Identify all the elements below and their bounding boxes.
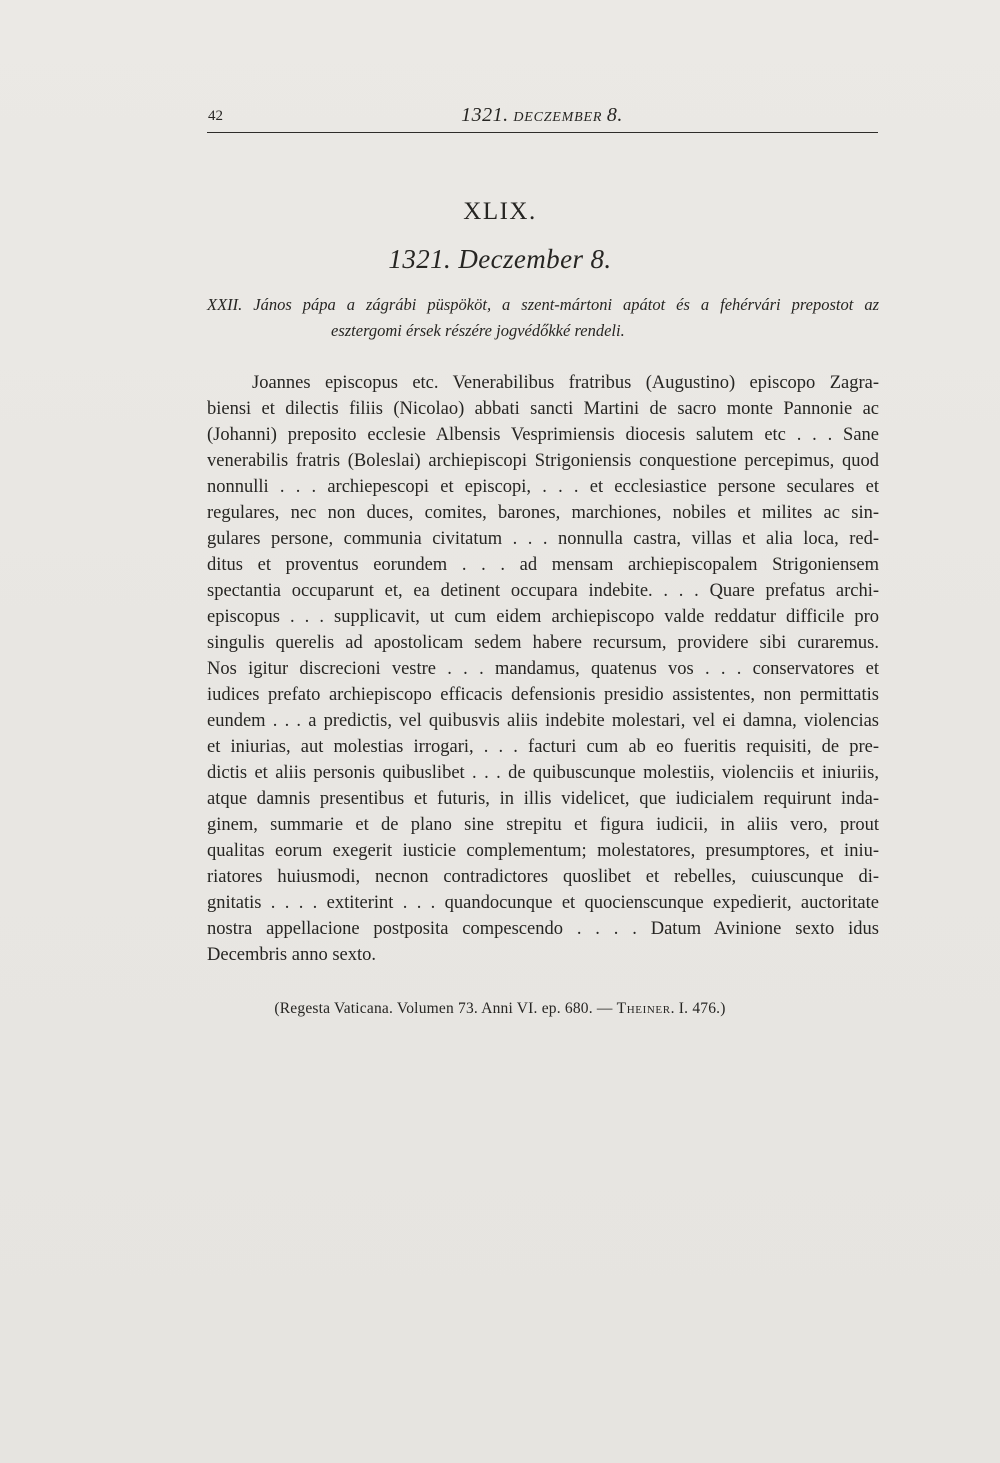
running-head-date bbox=[207, 104, 877, 127]
body-line: iudices prefato archiepiscopo efficacis defensionis presidio assistentes, non permittatis bbox=[207, 685, 879, 705]
document-regest bbox=[207, 292, 879, 344]
body-line: (Johanni) preposito ecclesie Albensis Vesprimiensis diocesis salutem etc . . . Sane bbox=[207, 425, 879, 445]
body-line: venerabilis fratris (Boleslai) archiepiscopi Strigoniensis conquestione percepimus, quod bbox=[207, 451, 879, 471]
source-author: Theiner bbox=[616, 1000, 671, 1017]
source-prefix: (Regesta Vaticana. Volumen 73. Anni VI. ep. 680. — bbox=[274, 1000, 613, 1017]
body-line: biensi et dilectis filiis (Nicolao) abbati sancti Martini de sacro monte Pannonie ac bbox=[207, 399, 879, 419]
body-line: ditus et proventus eorundem . . . ad mensam archiepiscopalem Strigoniensem bbox=[207, 555, 879, 575]
running-head-year: 1321. bbox=[461, 104, 509, 126]
running-head bbox=[207, 104, 877, 132]
running-head-rule bbox=[207, 132, 878, 133]
body-line: eundem . . . a predictis, vel quibusvis aliis indebite molestari, vel ei damna, violencias bbox=[207, 711, 879, 731]
body-line: atque damnis presentibus et futuris, in illis videlicet, que iudicialem requirunt inda- bbox=[207, 789, 879, 809]
page-number: 42 bbox=[208, 108, 223, 124]
body-line: qualitas eorum exegerit iusticie complementum; molestatores, presumptores, et iniu- bbox=[207, 841, 879, 861]
body-line: Joannes episcopus etc. Venerabilibus fratribus (Augustino) episcopo Zagra- bbox=[252, 373, 879, 393]
document-date: 1321. Deczember 8. bbox=[388, 244, 612, 274]
body-line: riatores huiusmodi, necnon contradictores quoslibet et rebelles, cuiuscunque di- bbox=[207, 867, 879, 887]
document-number: XLIX. bbox=[463, 198, 537, 225]
body-line: et iniurias, aut molestias irrogari, . . . facturi cum ab eo fueritis requisiti, de pre- bbox=[207, 737, 879, 757]
body-line: singulis querelis ad apostolicam sedem habere recursum, providere sibi curaremus. bbox=[207, 633, 879, 653]
running-head-day: 8. bbox=[606, 104, 623, 126]
body-line: Nos igitur discrecioni vestre . . . mandamus, quatenus vos . . . conservatores et bbox=[207, 659, 879, 679]
source-suffix: . I. 476.) bbox=[670, 1000, 726, 1017]
body-line: gulares persone, communia civitatum . . . nonnulla castra, villas et alia loca, red- bbox=[207, 529, 879, 549]
body-line: episcopus . . . supplicavit, ut cum eidem archiepiscopo valde reddatur difficile pro bbox=[207, 607, 879, 627]
body-line: Decembris anno sexto. bbox=[207, 945, 377, 965]
body-line: ginem, summarie et de plano sine strepitu et figura iudicii, in aliis vero, prout bbox=[207, 815, 879, 835]
body-line: nonnulli . . . archiepescopi et episcopi, . . . et ecclesiastice persone seculares et bbox=[207, 477, 879, 497]
body-line: gnitatis . . . . extiterint . . . quandocunque et quocienscunque expedierit, auctoritate bbox=[207, 893, 879, 913]
running-head-month: DECZEMBER bbox=[513, 110, 603, 125]
body-line: regulares, nec non duces, comites, barones, marchiones, nobiles et milites ac sin- bbox=[207, 503, 879, 523]
regest-line: XXII. János pápa a zágrábi püspököt, a szent-mártoni apátot és a fehérvári prepostot az bbox=[207, 295, 879, 314]
body-line: spectantia occuparunt et, ea detinent occupara indebite. . . . Quare prefatus archi- bbox=[207, 581, 879, 601]
document-body bbox=[207, 370, 879, 968]
body-line: nostra appellacione postposita compescendo . . . . Datum Avinione sexto idus bbox=[207, 919, 879, 939]
source-citation bbox=[0, 1000, 1000, 1018]
body-line: dictis et aliis personis quibuslibet . . . de quibuscunque molestiis, violenciis et iniuriis, bbox=[207, 763, 879, 783]
regest-line: esztergomi érsek részére jogvédőkké rendeli. bbox=[331, 321, 625, 340]
